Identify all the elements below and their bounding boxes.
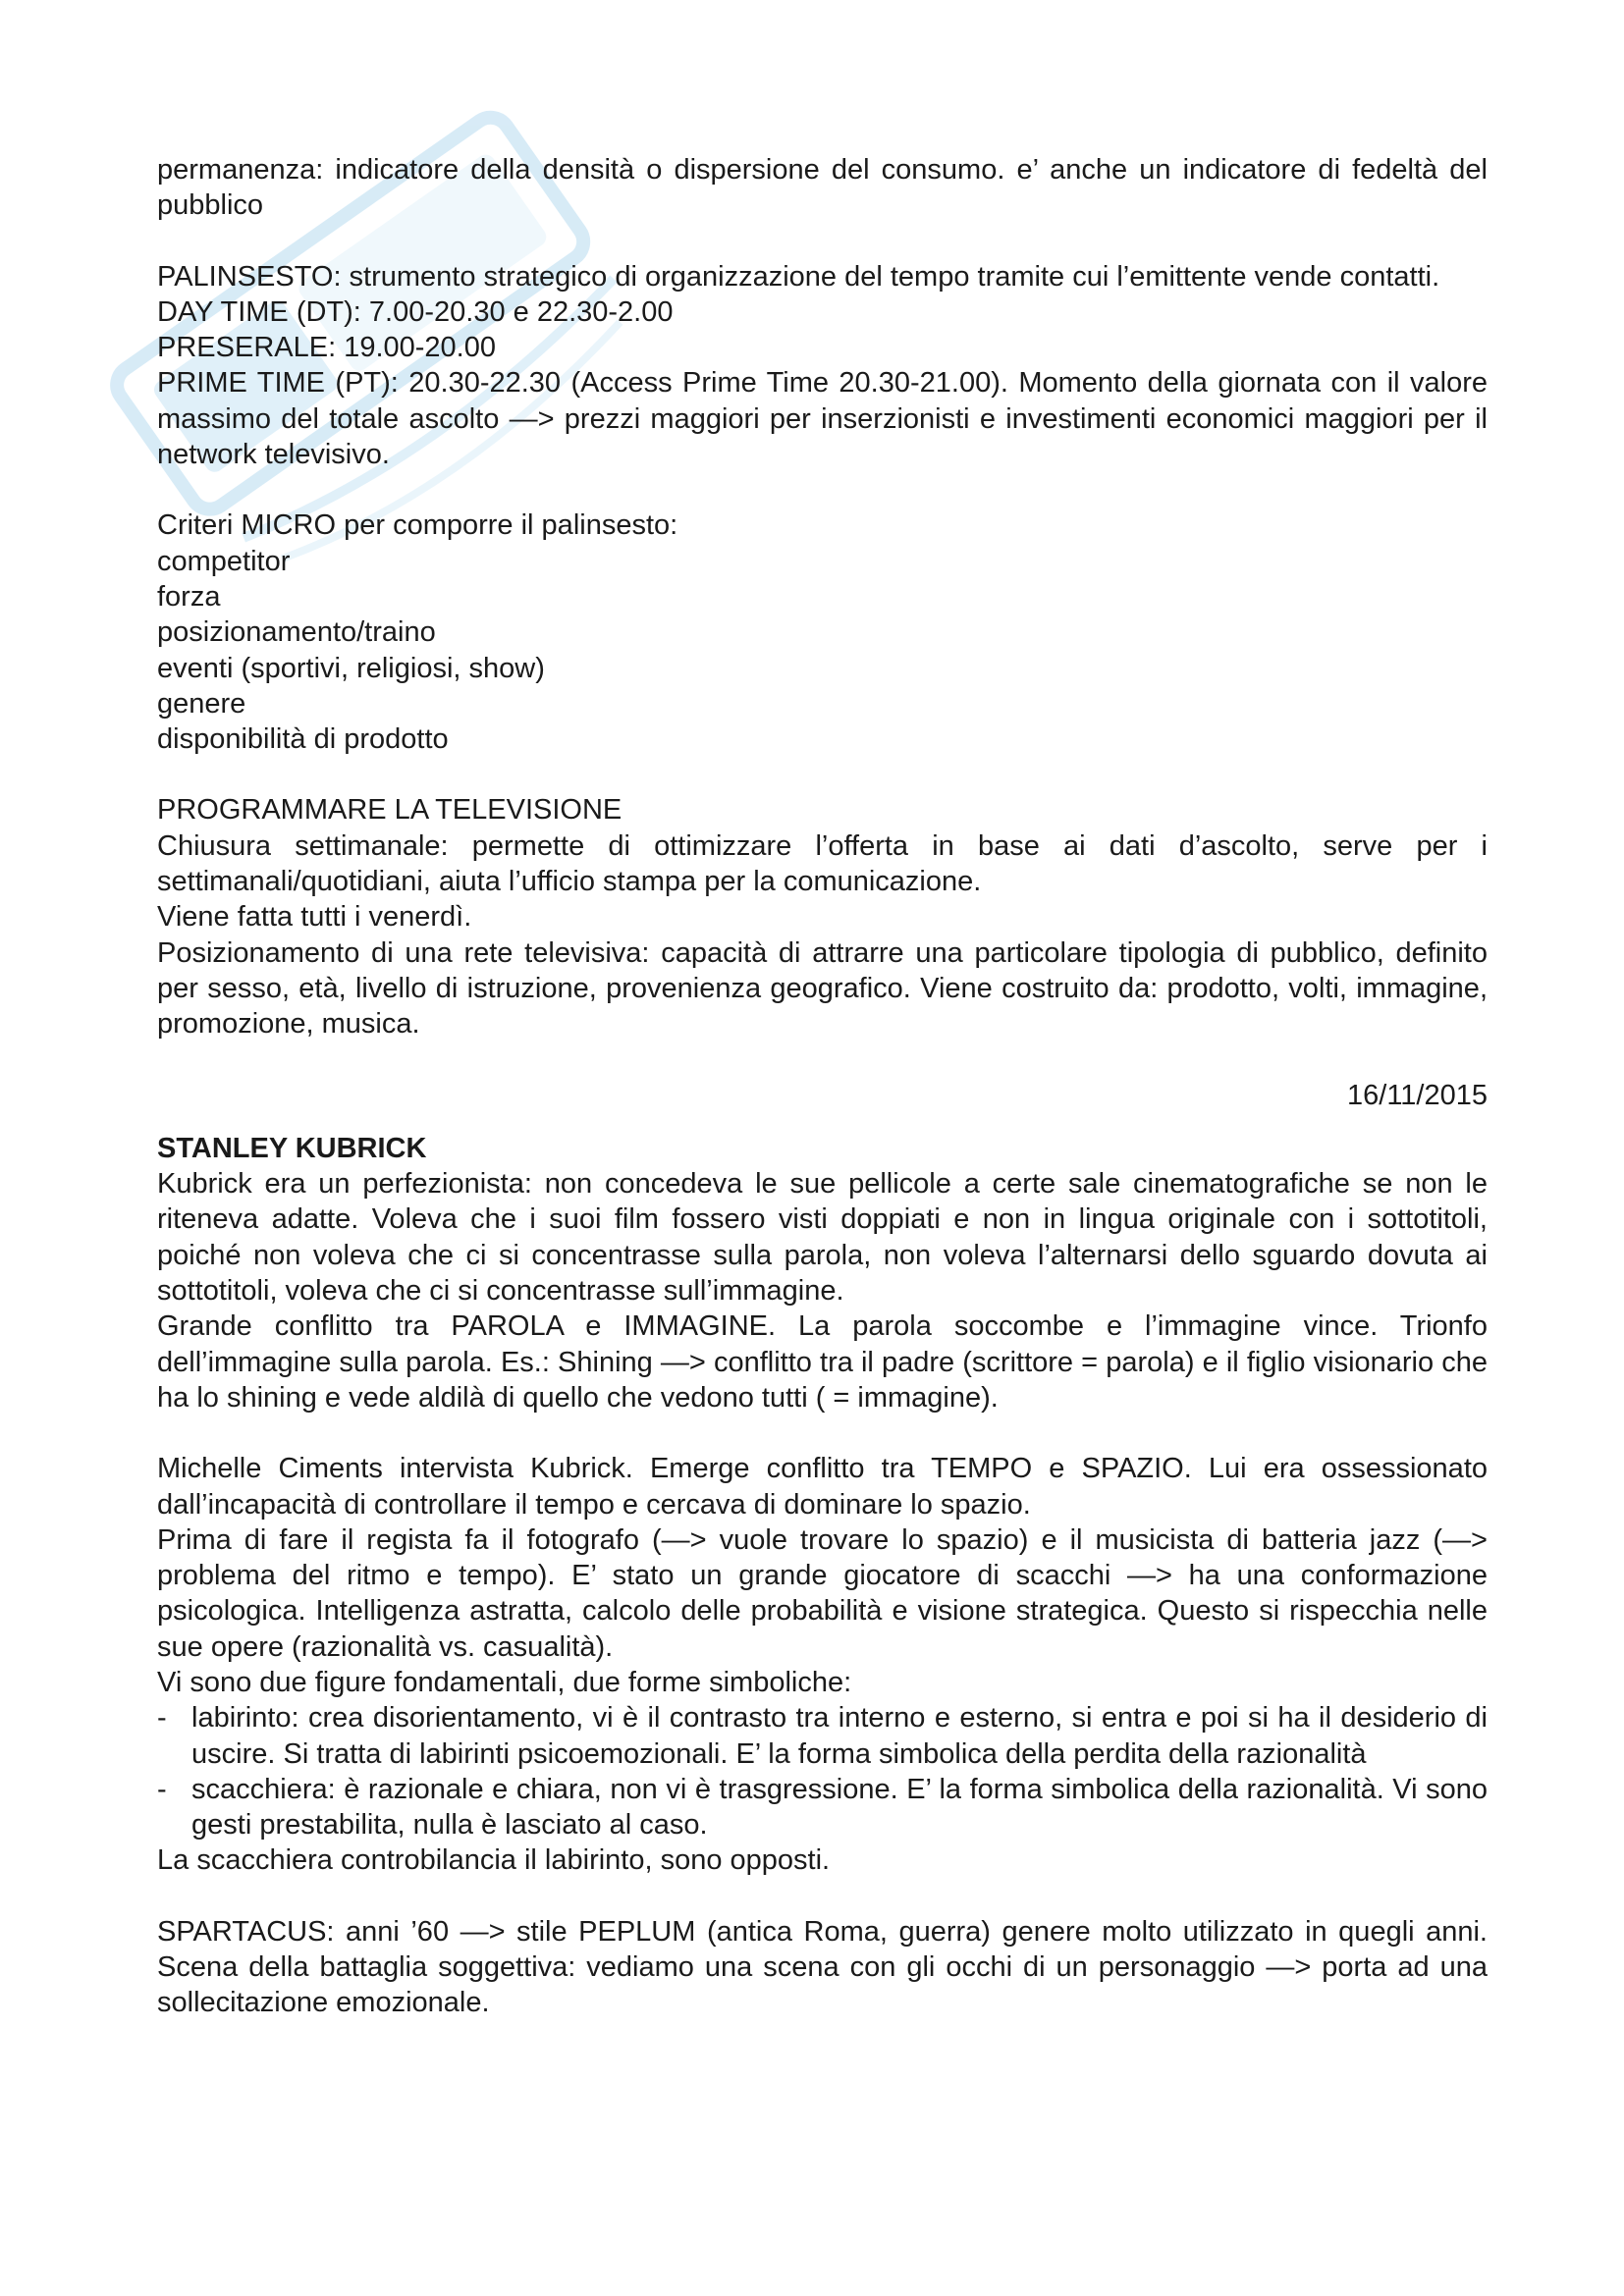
spacer <box>157 472 1488 507</box>
prime-time-paragraph: PRIME TIME (PT): 20.30-22.30 (Access Prime Time 20.30-21.00). Momento della giornata con il valore massimo del totale ascolto —> prezzi maggiori per inserzionisti e investimenti economici maggiori per il network televisivo. <box>157 367 1488 471</box>
spacer <box>157 1042 1488 1078</box>
spacer <box>157 757 1488 792</box>
criteri-item: disponibilità di prodotto <box>157 723 449 756</box>
spartacus-paragraph: SPARTACUS: anni ’60 —> stile PEPLUM (antica Roma, guerra) genere molto utilizzato in quegli anni. Scena della battaglia soggettiva: vediamo una scena con gli occhi di un personaggio —> porta ad una sollecitazione emozionale. <box>157 1915 1488 2019</box>
day-time-line: DAY TIME (DT): 7.00-20.30 e 22.30-2.00 <box>157 295 674 328</box>
controbilancia-line: La scacchiera controbilancia il labirinto, sono opposti. <box>157 1844 831 1877</box>
criteri-item: forza <box>157 580 221 613</box>
programmare-heading: PROGRAMMARE LA TELEVISIONE <box>157 794 623 827</box>
date-label: 16/11/2015 <box>1347 1079 1488 1111</box>
spacer <box>157 224 1488 259</box>
list-item <box>157 1772 1488 1843</box>
criteri-heading: Criteri MICRO per comporre il palinsesto: <box>157 509 678 542</box>
criteri-item: posizionamento/traino <box>157 616 436 649</box>
palinsesto-paragraph: PALINSESTO: strumento strategico di organizzazione del tempo tramite cui l’emittente vende contatti. <box>157 260 1440 293</box>
kubrick-paragraph-2: Grande conflitto tra PAROLA e IMMAGINE. La parola soccombe e l’immagine vince. Trionfo dell’immagine sulla parola. Es.: Shining —> conflitto tra il padre (scrittore = parola) e il figlio visionario che ha lo shining e vede aldilà di quello che vedono tutti ( = immagine). <box>157 1310 1488 1414</box>
figure-intro: Vi sono due figure fondamentali, due forme simboliche: <box>157 1666 852 1698</box>
ciments-paragraph: Michelle Ciments intervista Kubrick. Emerge conflitto tra TEMPO e SPAZIO. Lui era ossessionato dall’incapacità di controllare il tempo e cercava di dominare lo spazio. <box>157 1453 1488 1521</box>
document-page <box>157 152 1488 2021</box>
dash-bullet: - <box>157 1702 167 1735</box>
dash-bullet: - <box>157 1773 167 1805</box>
criteri-item: genere <box>157 687 246 720</box>
kubrick-heading: STANLEY KUBRICK <box>157 1132 427 1164</box>
preserale-line: PRESERALE: 19.00-20.00 <box>157 332 496 364</box>
criteri-item: eventi (sportivi, religiosi, show) <box>157 652 545 684</box>
scacchiera-text: scacchiera: è razionale e chiara, non vi è trasgressione. E’ la forma simbolica della razionalità. Vi sono gesti prestabilita, nulla è lasciato al caso. <box>191 1773 1488 1842</box>
figure-list <box>157 1700 1488 1842</box>
spacer <box>157 1113 1488 1131</box>
venerdi-line: Viene fatta tutti i venerdì. <box>157 901 472 934</box>
labirinto-text: labirinto: crea disorientamento, vi è il contrasto tra interno e esterno, si entra e poi si ha il desiderio di uscire. Si tratta di labirinti psicoemozionali. E’ la forma simbolica della perdita della razionalità <box>191 1702 1488 1770</box>
criteri-item: competitor <box>157 545 291 577</box>
kubrick-paragraph-1: Kubrick era un perfezionista: non concedeva le sue pellicole a certe sale cinematografiche se non le riteneva adatte. Voleva che i suoi film fossero visti doppiati e non in lingua originale con i sottotitoli, poiché non voleva che ci si concentrasse sulla parola, non voleva l’alternarsi dello sguardo dovuta ai sottotitoli, voleva che ci si concentrasse sull’immagine. <box>157 1168 1488 1308</box>
permanenza-paragraph: permanenza: indicatore della densità o dispersione del consumo. e’ anche un indicatore di fedeltà del pubblico <box>157 154 1488 222</box>
chiusura-paragraph: Chiusura settimanale: permette di ottimizzare l’offerta in base ai dati d’ascolto, serve per i settimanali/quotidiani, aiuta l’ufficio stampa per la comunicazione. <box>157 829 1488 898</box>
spacer <box>157 1415 1488 1451</box>
list-item <box>157 1700 1488 1772</box>
fotografo-paragraph: Prima di fare il regista fa il fotografo (—> vuole trovare lo spazio) e il musicista di batteria jazz (—> problema del ritmo e tempo). E’ stato un grande giocatore di scacchi —> ha una conformazione psicologica. Intelligenza astratta, calcolo delle probabilità e visione strategica. Questo si rispecchia nelle sue opere (razionalità vs. casualità). <box>157 1523 1488 1663</box>
spacer <box>157 1879 1488 1914</box>
posizionamento-paragraph: Posizionamento di una rete televisiva: capacità di attrarre una particolare tipologia di pubblico, definito per sesso, età, livello di istruzione, provenienza geografico. Viene costruito da: prodotto, volti, immagine, promozione, musica. <box>157 936 1488 1041</box>
